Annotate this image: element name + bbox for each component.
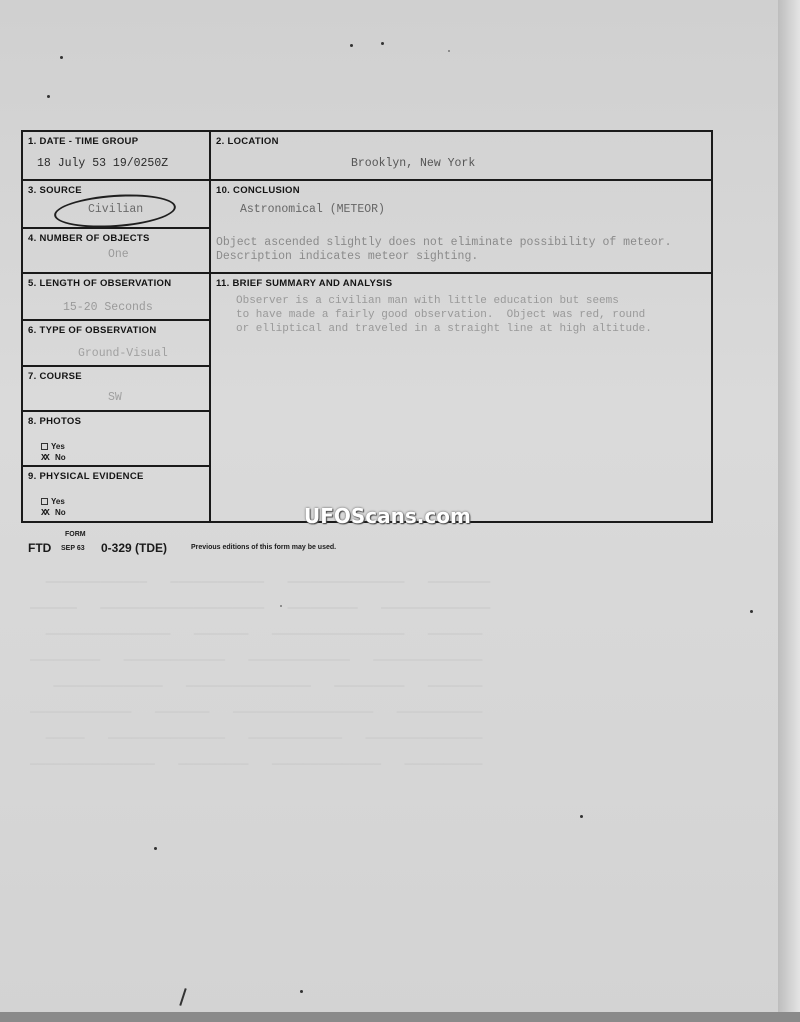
length-obs-label: 5. LENGTH OF OBSERVATION [28, 278, 172, 289]
dust-speck [381, 42, 384, 45]
footer-date: SEP 63 [61, 545, 85, 552]
location-cell [211, 132, 711, 181]
checked-box-mark: XX [41, 453, 48, 463]
photos-yes-label: Yes [51, 442, 65, 451]
physical-yes-option [41, 497, 65, 506]
bleed-through-text: ───────────── ──────────── ─────────────── ──────── ────── ───────────────────── ───────── ────────────── ──────────────── ─────── ───────────────── ─────── ───────── ───────────── ───────────── ────────────── ────────────── ──────────────── ───────── ─────── ───────────── ─────── ────────────────── ─────────── ───── ─────────────── ──────────── ─────────────── ──────────────── ───────── ────────────── ────────── [30, 575, 491, 772]
footer-note: Previous editions of this form may be used. [191, 544, 337, 551]
location-value: Brooklyn, New York [351, 157, 476, 170]
photos-cell [23, 412, 209, 467]
date-time-value: 18 July 53 19/0250Z [37, 157, 169, 170]
dust-speck [47, 95, 50, 98]
dust-speck [154, 847, 157, 850]
checkbox-icon [41, 443, 48, 450]
physical-evidence-cell [23, 467, 209, 521]
summary-cell [211, 274, 711, 521]
watermark: UFOScans.com [304, 504, 471, 528]
num-objects-cell [23, 229, 209, 274]
dust-speck [750, 610, 753, 613]
course-label: 7. COURSE [28, 371, 82, 382]
dust-speck [350, 44, 353, 47]
summary-label: 11. BRIEF SUMMARY AND ANALYSIS [216, 278, 393, 289]
conclusion-cell [211, 181, 711, 274]
type-obs-cell [23, 321, 209, 367]
source-value: Civilian [88, 203, 144, 216]
physical-no-option [41, 508, 66, 518]
length-obs-value: 15-20 Seconds [63, 301, 153, 314]
physical-no-label: No [55, 508, 66, 517]
photos-no-label: No [55, 453, 66, 462]
footer-form-number: 0-329 (TDE) [101, 541, 168, 555]
photos-label: 8. PHOTOS [28, 416, 82, 427]
dust-speck [448, 50, 450, 52]
footer-ftd: FTD [28, 541, 52, 555]
project-card-form [21, 130, 713, 523]
footer-form-word: FORM [65, 531, 86, 538]
course-cell [23, 367, 209, 412]
course-value: SW [108, 391, 122, 404]
left-column [23, 132, 211, 521]
source-label: 3. SOURCE [28, 185, 82, 196]
length-obs-cell [23, 274, 209, 321]
physical-evidence-label: 9. PHYSICAL EVIDENCE [28, 471, 144, 482]
dust-speck [60, 56, 63, 59]
page-edge [778, 0, 800, 1022]
date-time-cell [23, 132, 209, 181]
conclusion-value: Astronomical (METEOR) [240, 203, 385, 216]
summary-text: Observer is a civilian man with little education but seems to have made a fairly good observation. Object was red, round or elliptical and traveled in a straight line at high altitude. [236, 295, 652, 335]
photos-no-option [41, 453, 66, 463]
page-edge-bottom [0, 1012, 800, 1022]
conclusion-text: Object ascended slightly does not eliminate possibility of meteor. Description indicates meteor sighting. [216, 236, 672, 263]
date-time-label: 1. DATE - TIME GROUP [28, 136, 139, 147]
location-label: 2. LOCATION [216, 136, 279, 147]
physical-yes-label: Yes [51, 497, 65, 506]
photos-yes-option [41, 442, 65, 451]
scratch-mark [179, 988, 186, 1006]
checkbox-icon [41, 498, 48, 505]
source-cell [23, 181, 209, 229]
type-obs-value: Ground-Visual [78, 347, 168, 360]
num-objects-value: One [108, 248, 129, 261]
dust-speck [580, 815, 583, 818]
conclusion-label: 10. CONCLUSION [216, 185, 300, 196]
dust-speck [300, 990, 303, 993]
num-objects-label: 4. NUMBER OF OBJECTS [28, 233, 150, 244]
checked-box-mark: XX [41, 508, 48, 518]
type-obs-label: 6. TYPE OF OBSERVATION [28, 325, 157, 336]
